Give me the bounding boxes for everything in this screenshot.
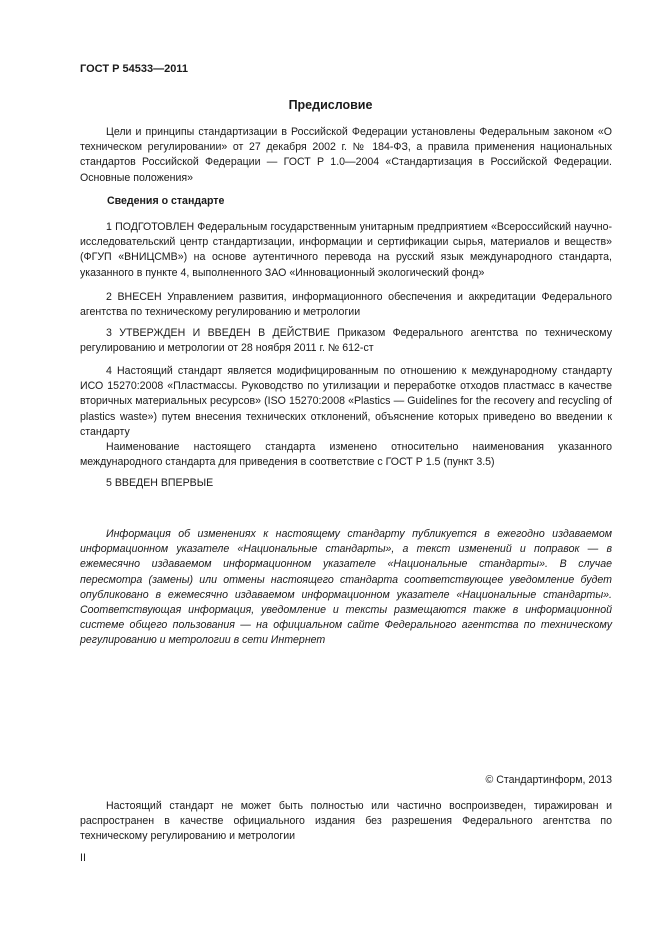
item-1-text: 1 ПОДГОТОВЛЕН Федеральным государственным унитарным предприятием «Всероссийский научно-исследовательский центр стандартизации, информации и сертификации сырья, материалов и веществ» (ФГУП «ВНИЦСМВ») на основе аутентичного перевода на русский язык международного стандарта, указанного в пункте 4, выполненного ЗАО «Инновационный экологический фонд» xyxy=(80,221,612,279)
item-3-text: 3 УТВЕРЖДЕН И ВВЕДЕН В ДЕЙСТВИЕ Приказом Федерального агентства по техническому регулированию и метрологии от 28 ноября 2011 г. № 612-ст xyxy=(80,327,612,355)
document-code: ГОСТ Р 54533—2011 xyxy=(80,63,188,75)
amendments-notice xyxy=(80,527,612,649)
amendments-notice-text: Информация об изменениях к настоящему стандарту публикуется в ежегодно издаваемом информационном указателе «Национальные стандарты», а текст изменений и поправок — в ежемесячно издаваемом информационном указателе «Национальные стандарты». В случае пересмотра (замены) или отмены настоящего стандарта соответствующее уведомление будет опубликовано в ежемесячно издаваемом информационном указателе «Национальные стандарты». Соответствующая информация, уведомление и тексты размещаются также в информационной системе общего пользования — на официальном сайте Федерального агентства по техническому регулированию и метрологии в сети Интернет xyxy=(80,528,612,647)
item-1 xyxy=(80,220,612,281)
reproduction-notice-text: Настоящий стандарт не может быть полностью или частично воспроизведен, тиражирован и распространен в качестве официального издания без разрешения Федерального агентства по техническому регулированию и метрологии xyxy=(80,800,612,843)
page-number: II xyxy=(80,852,86,864)
section-subheading: Сведения о стандарте xyxy=(107,195,225,207)
item-4 xyxy=(80,364,612,470)
item-5-text: 5 ВВЕДЕН ВПЕРВЫЕ xyxy=(106,477,214,489)
item-5 xyxy=(80,476,612,491)
page-title: Предисловие xyxy=(288,98,373,112)
item-2-text: 2 ВНЕСЕН Управлением развития, информационного обеспечения и аккредитации Федерального агентства по техническому регулированию и метрологии xyxy=(80,291,612,319)
copyright: © Стандартинформ, 2013 xyxy=(485,774,612,786)
intro-paragraph xyxy=(80,125,612,186)
item-4-text: 4 Настоящий стандарт является модифицированным по отношению к международному стандарту ИСО 15270:2008 «Пластмассы. Руководство по утилизации и переработке отходов пластмасс в качестве вторичных материальных ресурсов» (ISO 15270:2008 «Plastics — Guidelines for the recovery and recycling of plastics waste») путем внесения технических отклонений, объяснение которых приведено во введении к стандарту xyxy=(80,365,612,438)
intro-text: Цели и принципы стандартизации в Российской Федерации установлены Федеральным законом «О техническом регулировании» от 27 декабря 2002 г. № 184-ФЗ, а правила применения национальных стандартов Российской Федерации — ГОСТ Р 1.0—2004 «Стандартизация в Российской Федерации. Основные положения» xyxy=(80,126,612,184)
item-4-note: Наименование настоящего стандарта изменено относительно наименования указанного международного стандарта для приведения в соответствие с ГОСТ Р 1.5 (пункт 3.5) xyxy=(80,441,612,469)
item-3 xyxy=(80,326,612,356)
reproduction-notice xyxy=(80,799,612,845)
item-2 xyxy=(80,290,612,320)
